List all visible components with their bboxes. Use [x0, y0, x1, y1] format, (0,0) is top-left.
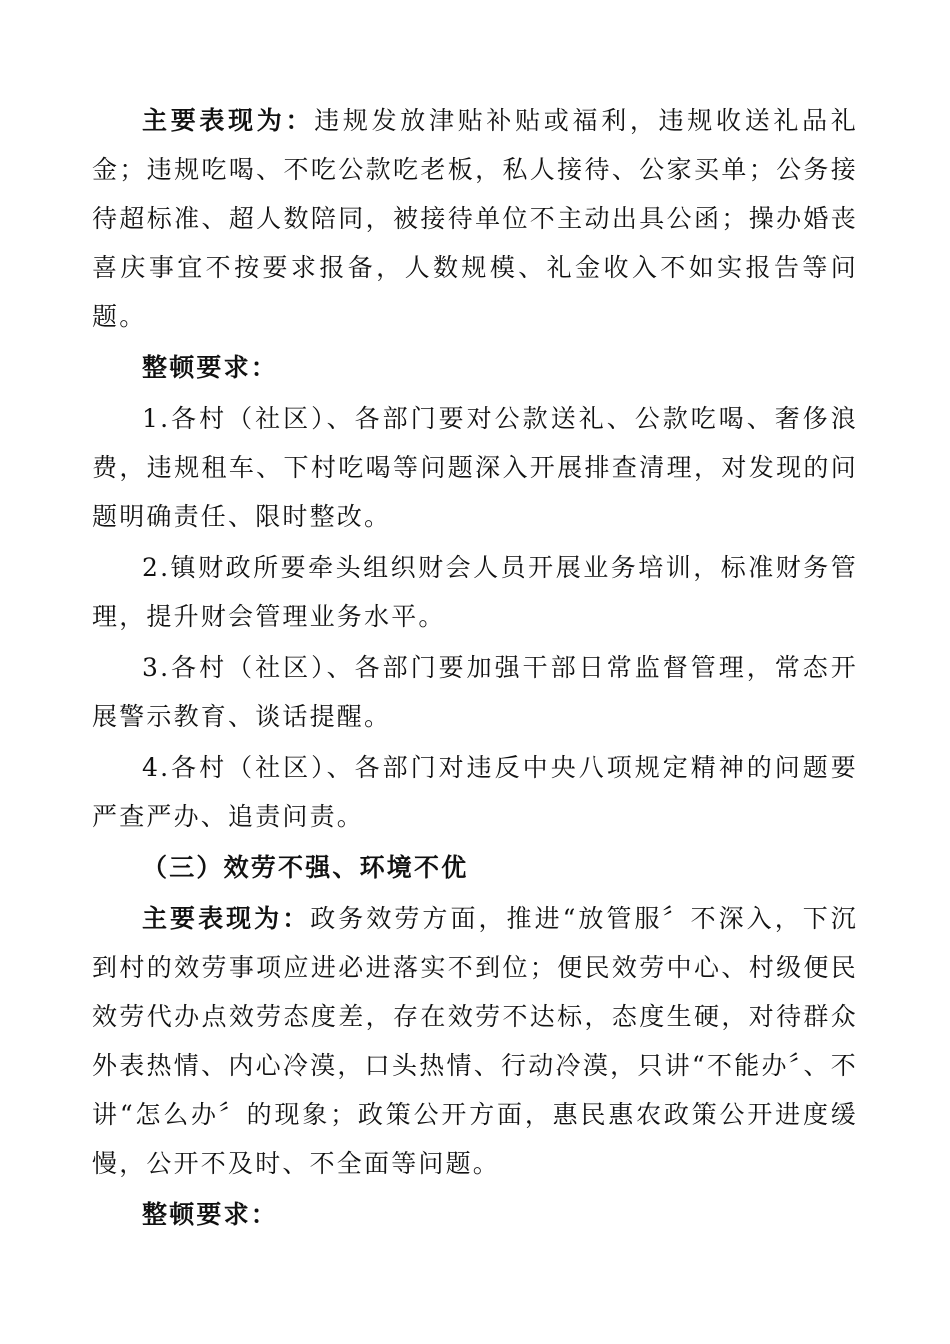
section-heading-3: （三）效劳不强、环境不优 [142, 853, 469, 882]
rectify-label-2: 整顿要求： [142, 1200, 279, 1229]
rectify-item-2: 2.镇财政所要牵头组织财会人员开展业务培训，标准财务管理，提升财会管理业务水平。 [92, 553, 858, 631]
manifest-text-1: 违规发放津贴补贴或福利，违规收送礼品礼金；违规吃喝、不吃公款吃老板，私人接待、公家买单；公务接待超标准、超人数陪同，被接待单位不主动出具公函；操办婚丧喜庆事宜不按要求报备，人数规模、礼金收入不如实报告等问题。 [92, 106, 858, 331]
rectify-item-4: 4.各村（社区）、各部门对违反中央八项规定精神的问题要严查严办、追责问责。 [92, 753, 858, 831]
manifest-label-1: 主要表现为： [142, 106, 315, 135]
rectify-label-1: 整顿要求： [142, 353, 279, 382]
manifest-text-2: 政务效劳方面，推进“放管服〞不深入，下沉到村的效劳事项应进必进落实不到位；便民效劳中心、村级便民效劳代办点效劳态度差，存在效劳不达标，态度生硬，对待群众外表热情、内心冷漠，口头热情、行动冷漠，只讲“不能办〞、不讲“怎么办〞的现象；政策公开方面，惠民惠农政策公开进度缓慢，公开不及时、不全面等问题。 [92, 904, 858, 1178]
manifest-paragraph-2 [92, 894, 858, 1188]
manifest-label-2: 主要表现为： [142, 904, 311, 933]
rectify-item-3: 3.各村（社区）、各部门要加强干部日常监督管理，常态开展警示教育、谈话提醒。 [92, 653, 858, 731]
document-page [92, 96, 858, 1239]
manifest-paragraph-1 [92, 96, 858, 341]
rectify-item-1: 1.各村（社区）、各部门要对公款送礼、公款吃喝、奢侈浪费，违规租车、下村吃喝等问题深入开展排查清理，对发现的问题明确责任、限时整改。 [92, 404, 858, 531]
